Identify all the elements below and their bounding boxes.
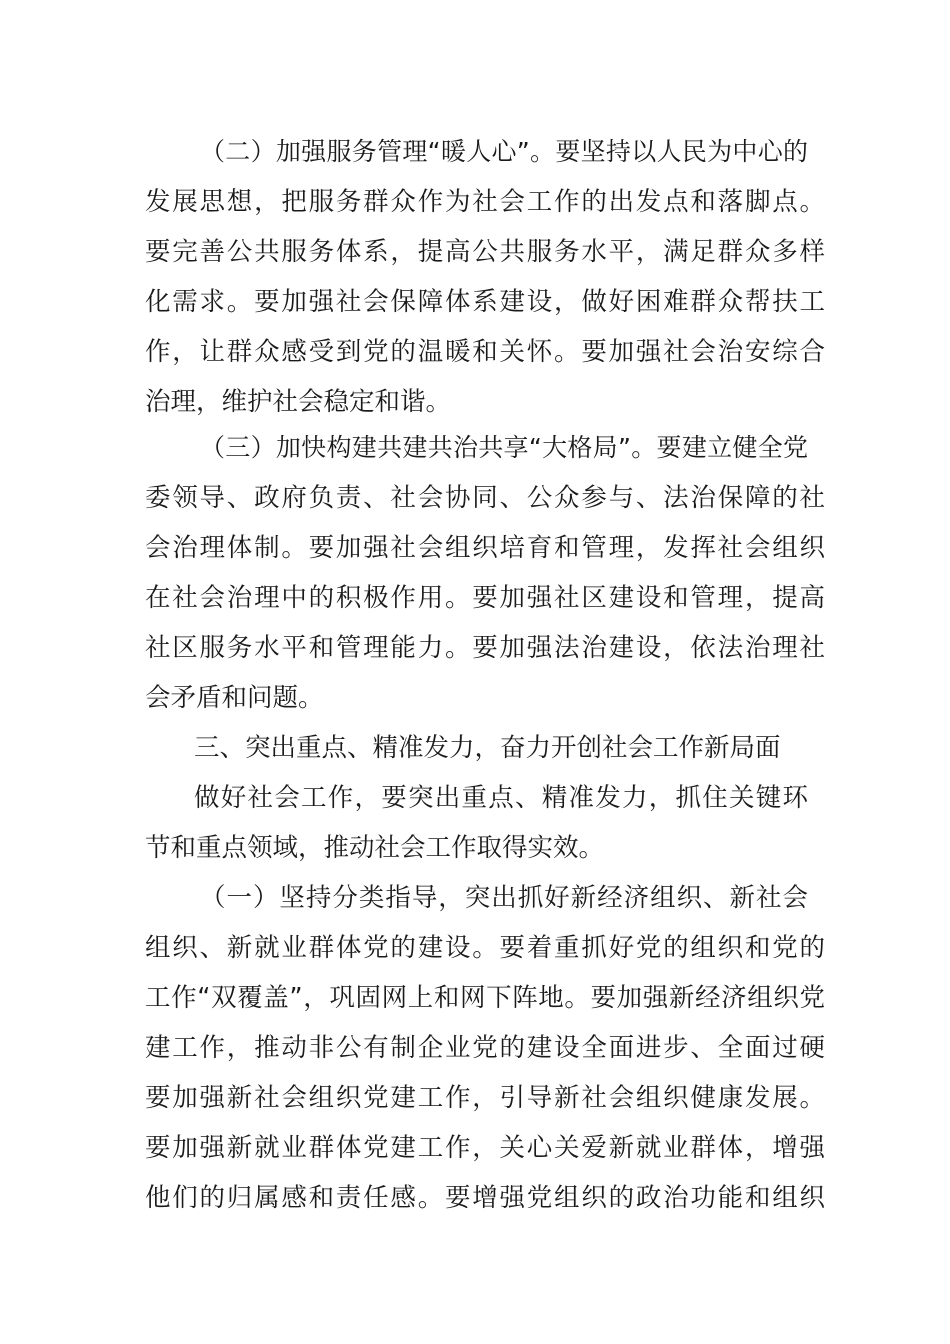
paragraph-line: 要加强新就业群体党建工作，关心关爱新就业群体，增强 (145, 1133, 825, 1163)
paragraph-line: 化需求。要加强社会保障体系建设，做好困难群众帮扶工 (145, 287, 825, 317)
paragraph-line: 委领导、政府负责、社会协同、公众参与、法治保障的社 (145, 483, 825, 513)
paragraph-line: 他们的归属感和责任感。要增强党组织的政治功能和组织 (145, 1183, 825, 1213)
paragraph-line: （一）坚持分类指导，突出抓好新经济组织、新社会 (200, 883, 808, 913)
paragraph-line: 在社会治理中的积极作用。要加强社区建设和管理，提高 (145, 583, 825, 613)
paragraph-line: 做好社会工作，要突出重点、精准发力，抓住关键环 (194, 783, 808, 813)
paragraph-line: 发展思想，把服务群众作为社会工作的出发点和落脚点。 (145, 187, 825, 217)
paragraph-line: 会矛盾和问题。 (145, 683, 324, 713)
paragraph-line: 工作“双覆盖”，巩固网上和网下阵地。要加强新经济组织党 (145, 983, 825, 1013)
paragraph-line: 治理，维护社会稳定和谐。 (145, 387, 452, 417)
paragraph-line: 作，让群众感受到党的温暖和关怀。要加强社会治安综合 (145, 337, 825, 367)
paragraph-line: 要完善公共服务体系，提高公共服务水平，满足群众多样 (145, 237, 825, 267)
paragraph-line: 要加强新社会组织党建工作，引导新社会组织健康发展。 (145, 1083, 825, 1113)
paragraph-line: 组织、新就业群体党的建设。要着重抓好党的组织和党的 (145, 933, 825, 963)
paragraph-line: 建工作，推动非公有制企业党的建设全面进步、全面过硬 (145, 1033, 825, 1063)
paragraph-line: 社区服务水平和管理能力。要加强法治建设，依法治理社 (145, 633, 825, 663)
paragraph-line: （二）加强服务管理“暖人心”。要坚持以人民为中心的 (200, 137, 808, 166)
paragraph-line: （三）加快构建共建共治共享“大格局”。要建立健全党 (200, 433, 808, 462)
section-heading: 三、突出重点、精准发力，奋力开创社会工作新局面 (194, 733, 781, 763)
paragraph-line: 会治理体制。要加强社会组织培育和管理，发挥社会组织 (145, 533, 825, 563)
paragraph-line: 节和重点领域，推动社会工作取得实效。 (145, 833, 605, 863)
